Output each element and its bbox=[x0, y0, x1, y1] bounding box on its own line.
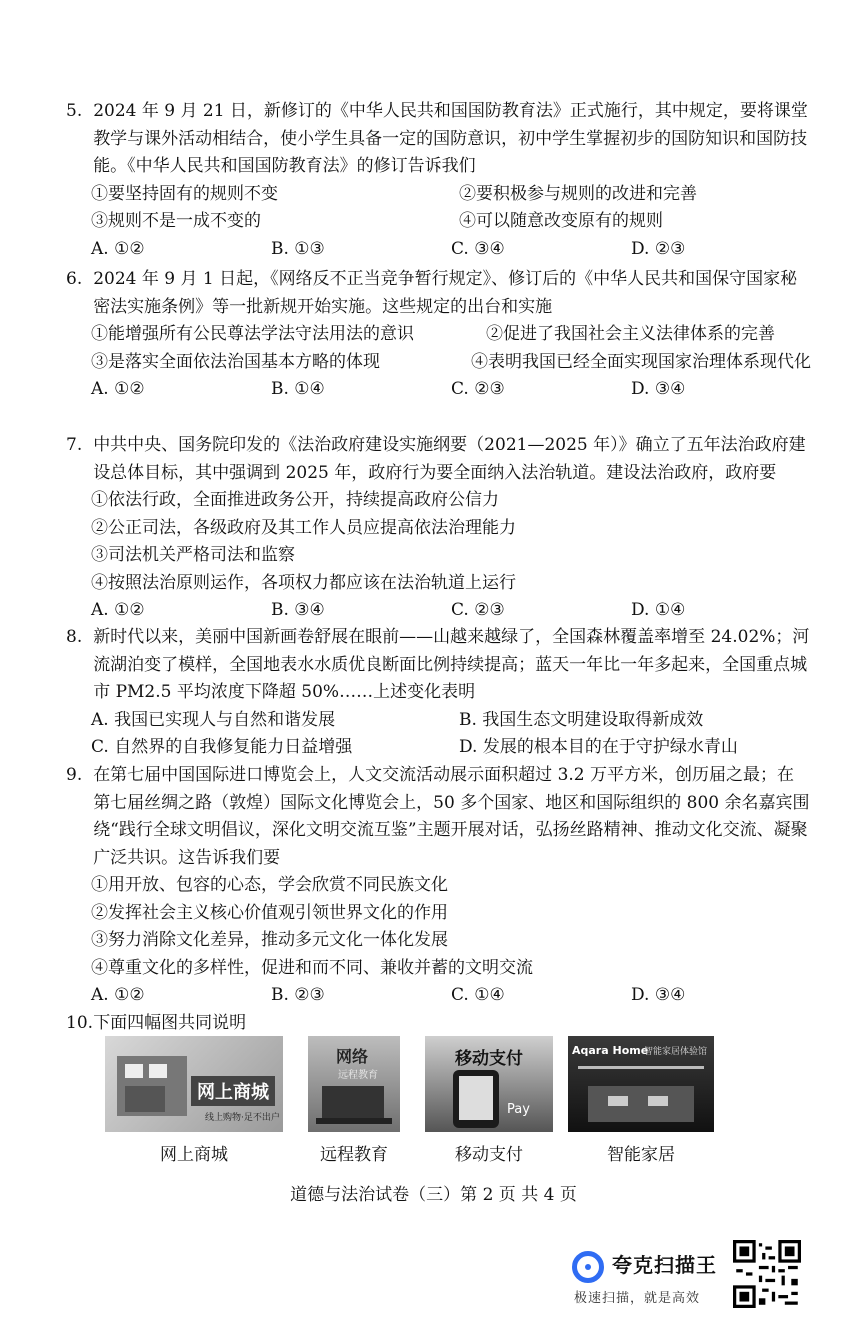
figure-smart-home bbox=[568, 1036, 714, 1165]
choice-a[interactable]: A. ①② bbox=[91, 600, 145, 620]
figure-caption: 远程教育 bbox=[320, 1145, 388, 1165]
remote-education-image bbox=[308, 1036, 400, 1132]
smart-home-image bbox=[568, 1036, 714, 1132]
remote-education-subtitle: 远程教育 bbox=[338, 1070, 378, 1081]
choice-c[interactable]: C. 自然界的自我修复能力日益增强 bbox=[91, 737, 353, 757]
choice-b[interactable]: B. ②③ bbox=[271, 985, 325, 1005]
smart-home-title: Aqara Home bbox=[572, 1044, 649, 1057]
answer-choices bbox=[66, 982, 811, 1010]
question-7 bbox=[66, 432, 811, 625]
figure-row bbox=[100, 1036, 720, 1176]
statement: ①要坚持固有的规则不变 bbox=[91, 183, 278, 204]
quark-logo-icon bbox=[572, 1251, 604, 1283]
question-number: 7. bbox=[66, 435, 83, 455]
question-number: 8. bbox=[66, 627, 83, 647]
brand-name: 夸克扫描王 bbox=[612, 1253, 717, 1277]
choice-a[interactable]: A. 我国已实现人与自然和谐发展 bbox=[91, 709, 336, 730]
remote-education-title: 网络 bbox=[336, 1047, 369, 1066]
figure-caption: 网上商城 bbox=[160, 1145, 228, 1165]
choice-b[interactable]: B. ①④ bbox=[271, 379, 325, 399]
question-number: 9. bbox=[66, 765, 83, 785]
statement: ④可以随意改变原有的规则 bbox=[459, 211, 663, 231]
figure-remote-education bbox=[308, 1036, 400, 1165]
statement: ②促进了我国社会主义法律体系的完善 bbox=[486, 324, 775, 344]
answer-choices bbox=[66, 597, 811, 625]
figure-caption: 移动支付 bbox=[455, 1145, 523, 1165]
choice-a[interactable]: A. ①② bbox=[91, 379, 145, 399]
statement: ③努力消除文化差异，推动多元文化一体化发展 bbox=[91, 930, 448, 950]
statement: ④尊重文化的多样性，促进和而不同、兼收并蓄的文明交流 bbox=[91, 957, 533, 978]
question-5 bbox=[66, 98, 811, 263]
smart-home-subtitle: 智能家居体验馆 bbox=[644, 1047, 708, 1057]
choice-a[interactable]: A. ①② bbox=[91, 985, 145, 1005]
question-stem: 2024 年 9 月 21 日，新修订的《中华人民共和国国防教育法》正式施行，其中规定，要将课堂教学与课外活动相结合，使小学生具备一定的国防意识，初中学生掌握初步的国防知识和国防技能。《中华人民共和国国防教育法》的修订告诉我们 bbox=[93, 101, 808, 176]
question-number: 10. bbox=[66, 1013, 94, 1033]
mobile-payment-subtitle: Pay bbox=[507, 1102, 530, 1117]
question-6 bbox=[66, 266, 811, 404]
online-mall-title: 网上商城 bbox=[197, 1082, 269, 1103]
online-mall-subtitle: 线上购物·足不出户 bbox=[205, 1113, 280, 1123]
question-stem: 在第七届中国国际进口博览会上，人文交流活动展示面积超过 3.2 万平方米，创历届之最；在第七届丝绸之路（敦煌）国际文化博览会上，50 多个国家、地区和国际组织的 800 余名嘉宾围绕“践行全球文明倡议，深化文明交流互鉴”主题开展对话，弘扬丝路精神、推动文化交流、凝聚广泛共识。这告诉我们要 bbox=[93, 765, 810, 868]
question-8 bbox=[66, 624, 811, 762]
question-10 bbox=[66, 1010, 811, 1038]
statement: ②发挥社会主义核心价值观引领世界文化的作用 bbox=[91, 902, 448, 923]
figure-caption: 智能家居 bbox=[607, 1145, 675, 1165]
statement: ②公正司法，各级政府及其工作人员应提高依法治理能力 bbox=[91, 517, 516, 538]
choice-c[interactable]: C. ②③ bbox=[451, 379, 505, 399]
statement: ①能增强所有公民尊法学法守法用法的意识 bbox=[91, 324, 414, 344]
choice-d[interactable]: D. 发展的根本目的在于守护绿水青山 bbox=[459, 737, 738, 757]
question-stem: 2024 年 9 月 1 日起，《网络反不正当竞争暂行规定》、修订后的《中华人民共和国保守国家秘密法实施条例》等一批新规开始实施。这些规定的出台和实施 bbox=[93, 269, 798, 317]
statement: ①用开放、包容的心态，学会欣赏不同民族文化 bbox=[91, 875, 448, 895]
choice-c[interactable]: C. ③④ bbox=[451, 238, 505, 259]
online-mall-image bbox=[105, 1036, 283, 1132]
answer-choices bbox=[66, 376, 811, 404]
mobile-payment-image bbox=[425, 1036, 553, 1132]
choice-d[interactable]: D. ①④ bbox=[631, 600, 686, 620]
question-number: 6. bbox=[66, 269, 83, 289]
statement: ①依法行政，全面推进政务公开，持续提高政府公信力 bbox=[91, 490, 499, 510]
figure-online-mall bbox=[105, 1036, 283, 1165]
choice-b[interactable]: B. ③④ bbox=[271, 600, 325, 620]
choice-c[interactable]: C. ①④ bbox=[451, 985, 505, 1005]
statement: ③规则不是一成不变的 bbox=[91, 211, 261, 231]
brand-tagline: 极速扫描，就是高效 bbox=[574, 1291, 701, 1306]
mobile-payment-title: 移动支付 bbox=[455, 1049, 523, 1069]
choice-a[interactable]: A. ①② bbox=[91, 238, 145, 259]
statement: ④表明我国已经全面实现国家治理体系现代化 bbox=[471, 351, 811, 372]
statement: ③是落实全面依法治国基本方略的体现 bbox=[91, 351, 380, 372]
answer-choices bbox=[66, 236, 811, 264]
figure-mobile-payment bbox=[425, 1036, 553, 1165]
answer-choices bbox=[66, 707, 811, 762]
choice-d[interactable]: D. ②③ bbox=[631, 238, 686, 259]
statement: ④按照法治原则运作，各项权力都应该在法治轨道上运行 bbox=[91, 572, 516, 593]
choice-d[interactable]: D. ③④ bbox=[631, 985, 686, 1005]
page-footer: 道德与法治试卷（三）第 2 页 共 4 页 bbox=[290, 1185, 577, 1205]
question-stem: 中共中央、国务院印发的《法治政府建设实施纲要（2021—2025 年）》确立了五年法治政府建设总体目标，其中强调到 2025 年，政府行为要全面纳入法治轨道。建设法治政府，政府要 bbox=[93, 435, 806, 483]
question-stem: 新时代以来，美丽中国新画卷舒展在眼前——山越来越绿了，全国森林覆盖率增至 24.02%；河流湖泊变了模样，全国地表水水质优良断面比例持续提高；蓝天一年比一年多起来，全国重点城市 PM2.5 平均浓度下降超 50%……上述变化表明 bbox=[93, 627, 810, 702]
statement: ②要积极参与规则的改进和完善 bbox=[459, 183, 697, 204]
choice-c[interactable]: C. ②③ bbox=[451, 600, 505, 620]
qr-code-icon bbox=[733, 1240, 801, 1308]
question-number: 5. bbox=[66, 101, 83, 121]
statement: ③司法机关严格司法和监察 bbox=[91, 545, 295, 565]
choice-b[interactable]: B. ①③ bbox=[271, 238, 325, 259]
question-stem: 下面四幅图共同说明 bbox=[93, 1013, 247, 1033]
choice-d[interactable]: D. ③④ bbox=[631, 379, 686, 399]
choice-b[interactable]: B. 我国生态文明建设取得新成效 bbox=[459, 709, 704, 730]
question-9 bbox=[66, 762, 811, 1010]
